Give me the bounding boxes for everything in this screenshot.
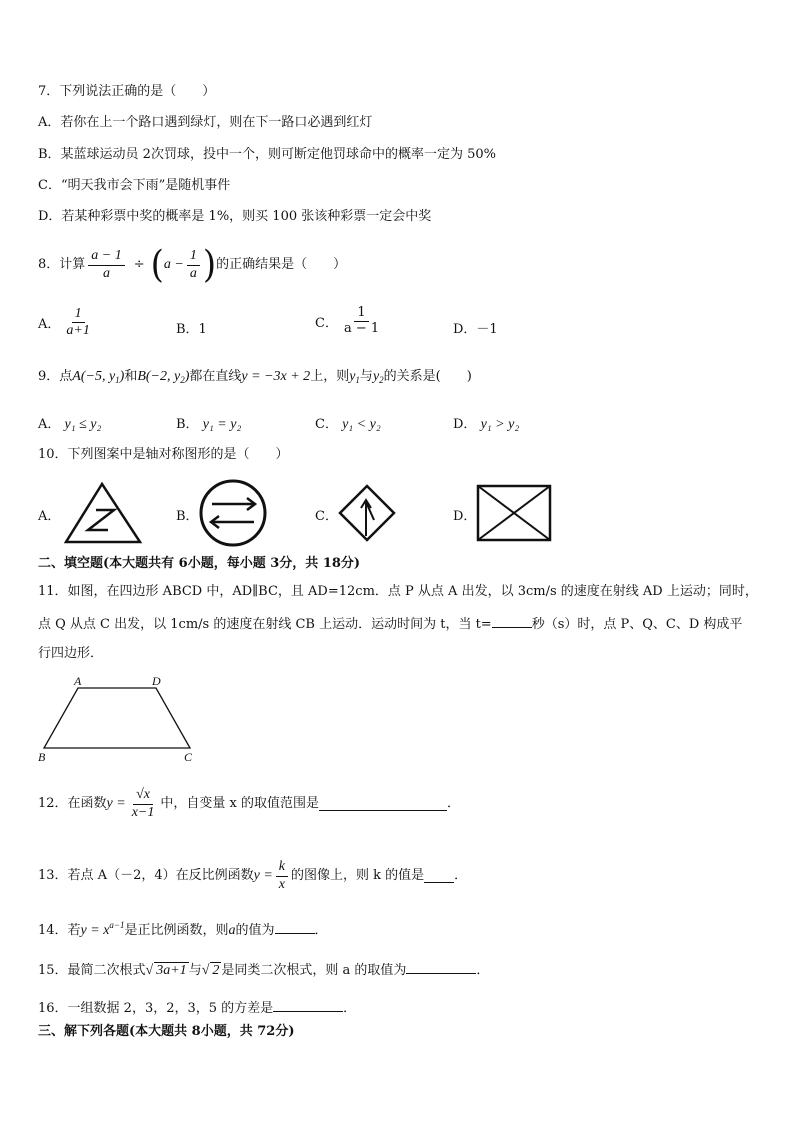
q13-den: x — [278, 876, 285, 892]
q9-prefix: 9．点 — [38, 369, 73, 384]
q8-c-label: C． — [315, 315, 338, 331]
q9-d-label: D． — [453, 417, 477, 432]
section-3-heading: 三、解下列各题(本大题共 8小题，共 72分) — [38, 1024, 295, 1039]
q8-option-c — [315, 306, 385, 337]
q8-inner: a − — [163, 256, 184, 272]
q8-prefix: 8．计算 — [38, 257, 86, 273]
q14-end: ． — [314, 923, 328, 938]
q13-num: k — [276, 859, 288, 876]
q9-y2-text: y — [372, 369, 380, 384]
q14-exponent: a−1 — [109, 920, 125, 930]
q11-line-2 — [38, 615, 742, 633]
q11-label-c: C — [184, 750, 193, 764]
q9-y2-sub: 2 — [379, 375, 384, 385]
q14-prefix: 14．若 — [38, 923, 81, 938]
q9-y1-text: y — [349, 369, 356, 384]
q15-stem — [38, 961, 489, 980]
q15-suffix: 是同类二次根式，则 a 的取值为 — [221, 963, 407, 978]
q13-fraction — [276, 859, 288, 892]
q7-option-d: D．若某种彩票中奖的概率是 1%，则买 100 张该种彩票一定会中奖 — [38, 209, 432, 224]
q8-frac1-den: a — [103, 265, 110, 281]
q9-option-a — [38, 413, 101, 433]
q9-stem — [38, 369, 472, 386]
q7-option-a: A．若你在上一个路口遇到绿灯，则在下一路口必遇到红灯 — [38, 115, 373, 130]
q9-c-expr: y₁ < y₂ — [342, 417, 381, 432]
q9-a-label: A． — [38, 417, 61, 432]
q12-y: y = — [106, 795, 126, 811]
q8-a-label: A． — [38, 317, 61, 333]
q13-stem — [38, 856, 467, 896]
q10-option-c-label: C． — [315, 509, 338, 524]
q9-b-expr: y₁ = y₂ — [202, 417, 242, 432]
q9-mid2: 上，则 — [310, 369, 350, 384]
q12-answer-blank[interactable] — [319, 798, 447, 811]
q8-option-b: B．1 — [176, 322, 207, 337]
q16-end: ． — [343, 1001, 357, 1016]
q11-line-2a: 点 Q 从点 C 出发，以 1cm/s 的速度在射线 CB 上运动．运动时间为 t，当 t= — [38, 617, 492, 632]
q11-answer-blank[interactable] — [492, 615, 532, 628]
q9-point-b — [137, 369, 189, 384]
q8-frac2-num: 1 — [187, 248, 200, 265]
q9-yu: 与 — [359, 369, 373, 384]
q7-stem: 7．下列说法正确的是（ ） — [38, 84, 216, 99]
q9-y1-sub: 1 — [355, 375, 360, 385]
q10-figure-d-rect-x — [476, 484, 552, 542]
q8-option-d: D．－1 — [453, 322, 498, 337]
q9-point-a — [72, 369, 124, 384]
q8-a-den: a+1 — [66, 323, 90, 339]
q9-pa-end: ) — [119, 369, 125, 384]
q11-label-b: B — [38, 750, 46, 764]
q13-y: y = — [253, 867, 273, 883]
q13-prefix: 13．若点 A（－2，4）在反比例函数 — [38, 868, 254, 884]
q8-c-den: a − 1 — [343, 320, 380, 336]
q12-den: x−1 — [131, 804, 155, 820]
q9-suffix: 的关系是( ) — [383, 369, 472, 384]
q9-and: 和 — [124, 369, 138, 384]
q14-answer-blank[interactable] — [275, 921, 315, 934]
q9-pb-text: B(−2, y — [137, 369, 181, 384]
q11-line-3: 行四边形． — [38, 646, 104, 661]
q8-a-frac — [63, 306, 92, 339]
q8-paren-close: ) — [202, 243, 217, 287]
q12-stem — [38, 782, 460, 826]
q16-stem — [38, 999, 356, 1017]
q8-option-a — [38, 306, 96, 339]
q7-option-b: B．某蓝球运动员 2次罚球，投中一个，则可断定他罚球命中的概率一定为 50% — [38, 147, 496, 162]
q16-answer-blank[interactable] — [273, 999, 343, 1012]
q15-mid: 与 — [188, 963, 202, 978]
q13-answer-blank[interactable] — [424, 870, 454, 883]
q8-paren-open: ( — [150, 243, 164, 287]
q9-line-eq: y = −3x + 2 — [241, 369, 311, 384]
q9-pb-sub: 2 — [180, 375, 185, 385]
q9-option-c — [315, 413, 381, 433]
q15-end: ． — [476, 963, 490, 978]
q11-label-d: D — [152, 674, 161, 688]
q9-mid: 都在直线 — [189, 369, 242, 384]
q9-y1 — [349, 369, 360, 384]
q9-pb-end: ) — [184, 369, 190, 384]
q10-option-b-label: B． — [176, 509, 199, 524]
q8-a-num: 1 — [72, 306, 85, 323]
q12-prefix: 12．在函数 — [38, 796, 107, 812]
section-2-heading: 二、填空题(本大题共有 6小题，每小题 3分，共 18分) — [38, 556, 361, 571]
q10-figure-c-diamond-arrow — [338, 484, 398, 544]
q12-fraction — [129, 787, 158, 820]
q8-c-frac — [341, 306, 382, 337]
q9-c-label: C． — [315, 417, 338, 432]
q10-stem: 10．下列图案中是轴对称图形的是（ ） — [38, 447, 289, 462]
q14-suffix: 的值为 — [235, 923, 275, 938]
q8-c-num: 1 — [354, 306, 368, 322]
q9-a-expr: y₁ ≤ y₂ — [64, 417, 102, 432]
q7-option-c: C．“明天我市会下雨”是随机事件 — [38, 178, 231, 193]
q14-stem — [38, 920, 328, 940]
q12-suffix: 中，自变量 x 的取值范围是 — [160, 796, 319, 812]
q16-text: 16．一组数据 2，3，2，3，5 的方差是 — [38, 1001, 274, 1016]
q13-end: ． — [454, 868, 468, 884]
q11-trapezoid-shape — [36, 674, 206, 770]
q8-frac2-den: a — [189, 265, 197, 281]
q9-option-b — [176, 413, 241, 433]
q9-y2 — [373, 369, 384, 384]
q15-rad1: 3a+1 — [156, 963, 187, 978]
q15-answer-blank[interactable] — [406, 961, 476, 974]
q15-rad2: 2 — [212, 963, 220, 978]
q8-suffix: 的正确结果是（ ） — [216, 257, 347, 273]
q11-line-1: 11．如图，在四边形 ABCD 中，AD∥BC，且 AD=12cm．点 P 从点 A 出发，以 3cm/s 的速度在射线 AD 上运动；同时， — [38, 584, 758, 599]
q15-radical-2: √ 2 — [201, 963, 220, 978]
q8-div: ÷ — [133, 257, 145, 273]
q8-frac1-num: a − 1 — [88, 248, 124, 265]
q9-pa-text: A(−5, y — [72, 369, 116, 384]
q8-fraction-1 — [88, 248, 124, 281]
q14-expr: y = x — [80, 923, 110, 938]
q8-fraction-2 — [187, 248, 200, 281]
q11-line-2b: 秒（s）时，点 P、Q、C、D 构成平 — [531, 617, 743, 632]
q15-prefix: 15．最简二次根式 — [38, 963, 146, 978]
q10-option-a-label: A． — [38, 509, 61, 524]
q13-suffix: 的图像上，则 k 的值是 — [291, 868, 425, 884]
q10-figure-a-triangle-z — [62, 480, 144, 546]
q9-b-label: B． — [176, 417, 199, 432]
q10-figure-b-circle-arrows — [198, 478, 270, 550]
q9-option-d — [453, 413, 519, 433]
q14-a: a — [228, 923, 236, 938]
q10-option-d-label: D． — [453, 509, 477, 524]
q11-trapezoid-figure — [36, 674, 206, 770]
q14-mid: 是正比例函数，则 — [124, 923, 229, 938]
q11-label-a: A — [74, 674, 82, 688]
q15-radical-1: √ 3a+1 — [145, 963, 187, 978]
q12-num: √x — [133, 787, 153, 804]
q8-stem — [38, 241, 346, 289]
q12-end: ． — [447, 796, 461, 812]
q9-d-expr: y₁ > y₂ — [480, 417, 520, 432]
q9-pa-sub: 1 — [115, 375, 120, 385]
